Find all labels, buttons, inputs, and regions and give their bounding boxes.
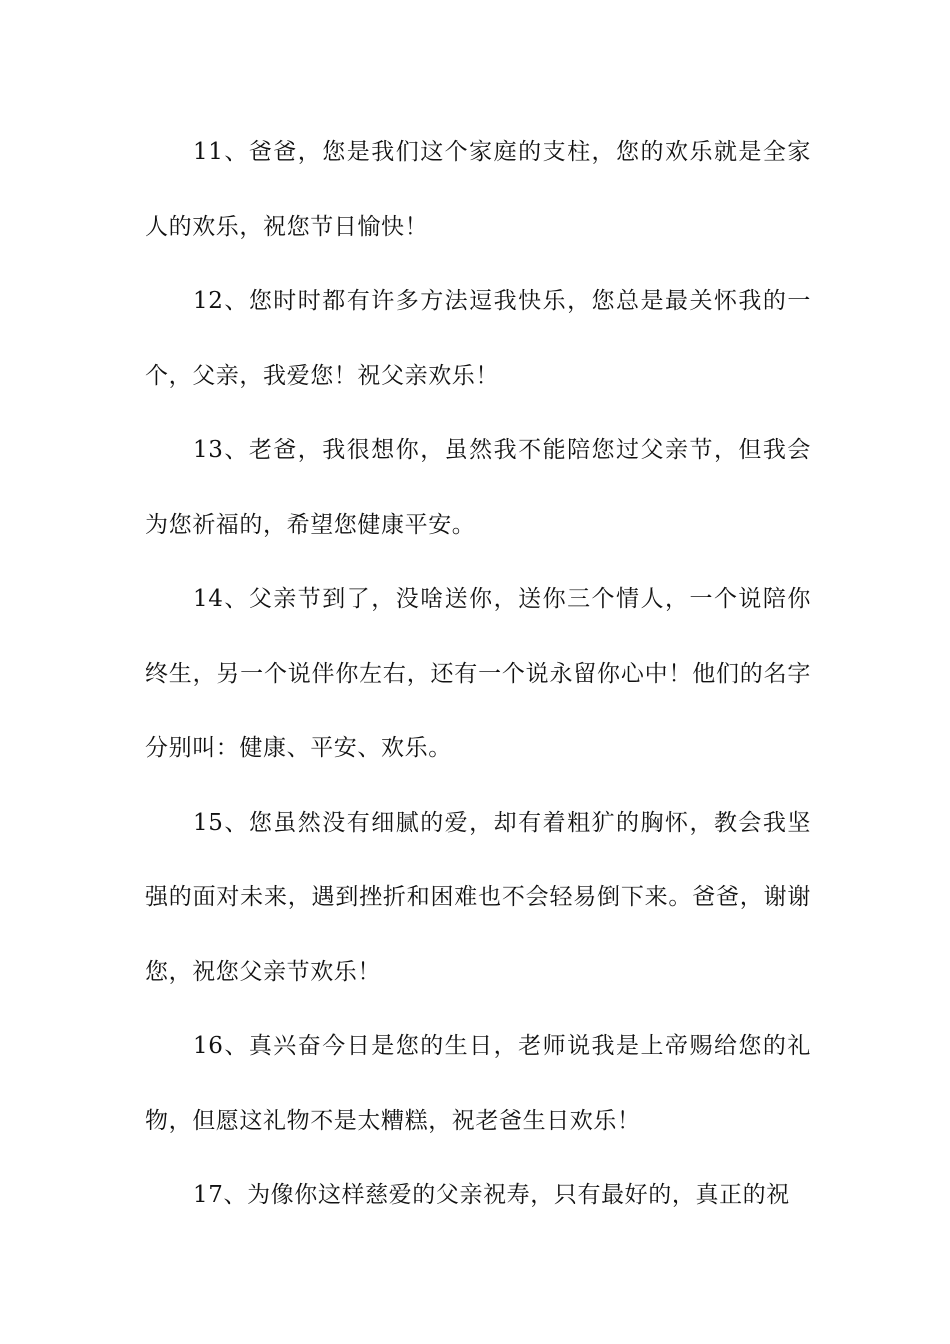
document-body <box>145 115 811 1233</box>
paragraph-13: 13、老爸，我很想你，虽然我不能陪您过父亲节，但我会为您祈福的，希望您健康平安。 <box>145 437 811 538</box>
paragraph-12: 12、您时时都有许多方法逗我快乐，您总是最关怀我的一个，父亲，我爱您！祝父亲欢乐！ <box>145 288 811 389</box>
paragraph-14: 14、父亲节到了，没啥送你，送你三个情人，一个说陪你终生，另一个说伴你左右，还有一个说永留你心中！他们的名字分别叫：健康、平安、欢乐。 <box>145 586 811 761</box>
paragraph-11: 11、爸爸，您是我们这个家庭的支柱，您的欢乐就是全家人的欢乐，祝您节日愉快！ <box>145 139 811 240</box>
paragraph-16: 16、真兴奋今日是您的生日，老师说我是上帝赐给您的礼物，但愿这礼物不是太糟糕，祝老爸生日欢乐！ <box>145 1033 811 1134</box>
paragraph-17: 17、为像你这样慈爱的父亲祝寿，只有最好的，真正的祝 <box>193 1182 790 1208</box>
paragraph-15: 15、您虽然没有细腻的爱，却有着粗犷的胸怀，教会我坚强的面对未来，遇到挫折和困难也不会轻易倒下来。爸爸，谢谢您，祝您父亲节欢乐！ <box>145 809 811 985</box>
